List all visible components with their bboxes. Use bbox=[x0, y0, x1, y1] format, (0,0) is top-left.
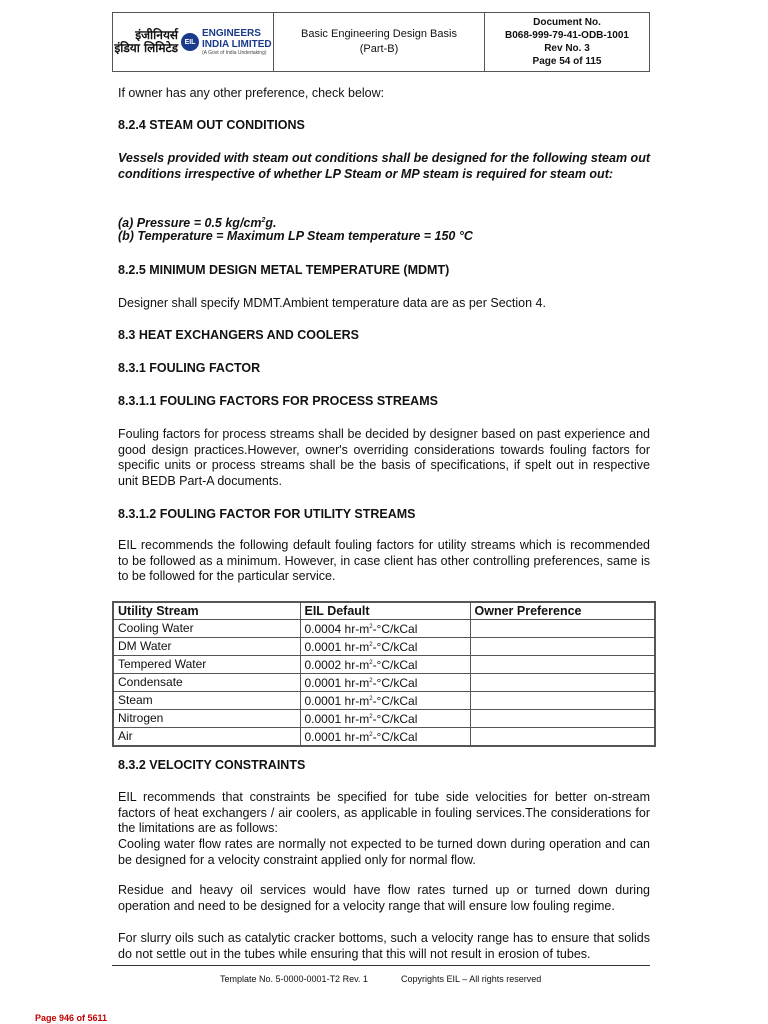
utility-streams-paragraph: EIL recommends the following default fouling factors for utility streams which is recommended to be followed as a minimum. However, in case client has other controlling preferences, same is to be followed for the particular service. bbox=[118, 538, 650, 583]
utility-stream-cell: DM Water bbox=[113, 638, 300, 656]
utility-stream-cell: Tempered Water bbox=[113, 656, 300, 674]
table-row bbox=[113, 692, 655, 710]
section-heading-8-3-1-1: 8.3.1.1 FOULING FACTORS FOR PROCESS STREAMS bbox=[118, 394, 438, 408]
owner-preference-cell[interactable] bbox=[470, 674, 655, 692]
owner-preference-cell[interactable] bbox=[470, 656, 655, 674]
mdmt-paragraph: Designer shall specify MDMT.Ambient temperature data are as per Section 4. bbox=[118, 296, 546, 310]
velocity-paragraph-3: Residue and heavy oil services would have flow rates turned up or turned down during operation and need to be designed for a velocity range that will ensure low fouling regime. bbox=[118, 883, 650, 913]
table-row bbox=[113, 620, 655, 638]
steam-out-paragraph: Vessels provided with steam out conditions shall be designed for the following steam out conditions irrespective of whether LP Steam or MP steam is required for steam out: bbox=[118, 151, 650, 181]
process-streams-paragraph: Fouling factors for process streams shall be decided by designer based on past experience and good design practices.However, owner's overriding considerations towards fouling factors for specific units or process streams shall be the basis of specifications, if spelt out in respective unit BEDB Part-A documents. bbox=[118, 427, 650, 488]
velocity-paragraph-1: EIL recommends that constraints be specified for tube side velocities for better on-stream factors of heat exchangers / air coolers, as applicable in fouling services.The considerations for the limitations are as follows: bbox=[118, 790, 650, 835]
owner-preference-cell[interactable] bbox=[470, 710, 655, 728]
eil-default-cell: 0.0001 $hr-m^2-^\circ C$/kCal bbox=[300, 674, 470, 692]
table-row bbox=[113, 656, 655, 674]
column-header-utility-stream: Utility Stream bbox=[113, 602, 300, 620]
owner-preference-cell[interactable] bbox=[470, 692, 655, 710]
footer-divider bbox=[112, 965, 650, 966]
temperature-condition: (b) Temperature = Maximum LP Steam temperature = 150 °C bbox=[118, 229, 473, 243]
page-counter: Page 946 of 5611 bbox=[35, 1013, 108, 1023]
owner-preference-cell[interactable] bbox=[470, 728, 655, 747]
eil-default-cell: 0.0001 $hr-m^2-^\circ C$/kCal bbox=[300, 728, 470, 747]
page-number: Page 54 of 115 bbox=[532, 56, 602, 67]
logo-emblem-icon: EIL bbox=[181, 33, 199, 51]
utility-stream-cell: Cooling Water bbox=[113, 620, 300, 638]
eil-default-cell: 0.0002 $hr-m^2-^\circ C$/kCal bbox=[300, 656, 470, 674]
document-header bbox=[112, 12, 650, 72]
company-logo bbox=[113, 13, 273, 71]
owner-preference-cell[interactable] bbox=[470, 620, 655, 638]
logo-english-text: ENGINEERS INDIA LIMITED (A Govt of India Undertaking) bbox=[202, 28, 272, 56]
fouling-factor-table bbox=[112, 601, 656, 747]
logo-cell bbox=[113, 13, 274, 72]
table-row bbox=[113, 728, 655, 747]
document-number: B068-999-79-41-ODB-1001 bbox=[505, 30, 629, 41]
footer-copyright: Copyrights EIL – All rights reserved bbox=[401, 974, 542, 984]
section-heading-8-3-1-2: 8.3.1.2 FOULING FACTOR FOR UTILITY STREAMS bbox=[118, 507, 416, 521]
eil-default-cell: 0.0001 $hr-m^2-^\circ C$/kCal bbox=[300, 692, 470, 710]
section-heading-8-3-1: 8.3.1 FOULING FACTOR bbox=[118, 361, 261, 375]
section-heading-8-3-2: 8.3.2 VELOCITY CONSTRAINTS bbox=[118, 758, 306, 772]
section-heading-8-2-5: 8.2.5 MINIMUM DESIGN METAL TEMPERATURE (MDMT) bbox=[118, 263, 450, 277]
utility-stream-cell: Steam bbox=[113, 692, 300, 710]
owner-preference-cell[interactable] bbox=[470, 638, 655, 656]
eil-default-cell: 0.0004 $hr-m^2-^\circ C$/kCal bbox=[300, 620, 470, 638]
pressure-condition: (a) Pressure = 0.5 $kg/cm^2g$. bbox=[118, 216, 277, 231]
revision-number: Rev No. 3 bbox=[544, 43, 590, 54]
velocity-paragraph-4: For slurry oils such as catalytic cracker bottoms, such a velocity range has to ensure that solids do not settle out in the tubes while ensuring that this will not result in erosion of tubes. bbox=[118, 931, 650, 961]
velocity-paragraph-2: Cooling water flow rates are normally not expected to be turned down during operation and can be designed for a velocity constraint applied only for normal flow. bbox=[118, 837, 650, 867]
logo-hindi-text: इंजीनियर्स इंडिया लिमिटेड bbox=[114, 28, 179, 55]
column-header-owner-preference: Owner Preference bbox=[470, 602, 655, 620]
eil-default-cell: 0.0001 $hr-m^2-^\circ C$/kCal bbox=[300, 638, 470, 656]
document-number-label: Document No. bbox=[533, 17, 601, 28]
eil-default-cell: 0.0001 $hr-m^2-^\circ C$/kCal bbox=[300, 710, 470, 728]
utility-stream-cell: Condensate bbox=[113, 674, 300, 692]
utility-stream-cell: Nitrogen bbox=[113, 710, 300, 728]
document-title: Basic Engineering Design Basis (Part-B) bbox=[274, 13, 485, 72]
document-number-block bbox=[485, 13, 650, 72]
intro-text: If owner has any other preference, check below: bbox=[118, 86, 385, 100]
utility-stream-cell: Air bbox=[113, 728, 300, 747]
section-heading-8-2-4: 8.2.4 STEAM OUT CONDITIONS bbox=[118, 118, 305, 132]
footer-template-number: Template No. 5-0000-0001-T2 Rev. 1 bbox=[220, 974, 368, 984]
table-row bbox=[113, 674, 655, 692]
table-row bbox=[113, 638, 655, 656]
table-row bbox=[113, 710, 655, 728]
section-heading-8-3: 8.3 HEAT EXCHANGERS AND COOLERS bbox=[118, 328, 360, 342]
column-header-eil-default: EIL Default bbox=[300, 602, 470, 620]
table-header-row bbox=[113, 602, 655, 620]
